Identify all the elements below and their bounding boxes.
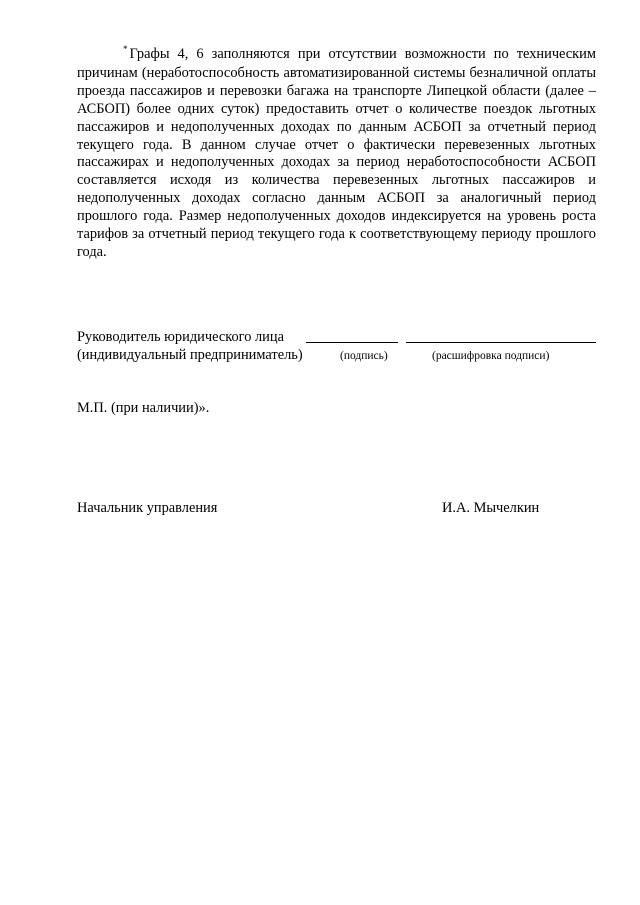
approver-position: Начальник управления bbox=[77, 500, 218, 516]
signature-hint: (подпись) bbox=[340, 350, 388, 362]
footnote-marker: * bbox=[123, 44, 128, 54]
approver-name: И.А. Мычелкин bbox=[442, 500, 540, 516]
signature-role-label: Руководитель юридического лица bbox=[77, 329, 284, 345]
signature-block bbox=[77, 329, 597, 365]
footnote bbox=[77, 46, 596, 262]
stamp-note: М.П. (при наличии)». bbox=[77, 400, 210, 416]
signature-line bbox=[306, 342, 398, 343]
footnote-text: Графы 4, 6 заполняются при отсутствии возможности по техническим причинам (неработоспособность автоматизированной системы безналичной оплаты проезда пассажиров и перевозки багажа на транспорте Липецкой области (далее – АСБОП) более одних суток) предоставить отчет о количестве поездок льготных пассажиров и недополученных доходах по данным АСБОП за отчетный период текущего года. В данном случае отчет о фактически перевезенных льготных пассажирах и недополученных доходах за период неработоспособности АСБОП составляется исходя из количества перевезенных льготных пассажиров и недополученных доходах согласно данным АСБОП за аналогичный период прошлого года. Размер недополученных доходов индексируется на уровень роста тарифов за отчетный период текущего года к соответствующему периоду прошлого года. bbox=[77, 46, 596, 260]
signature-decoding-line bbox=[406, 342, 596, 343]
signature-hints-row bbox=[77, 347, 597, 365]
signature-role-sublabel: (индивидуальный предприниматель) bbox=[77, 347, 303, 363]
signature-row bbox=[77, 329, 597, 347]
decoding-hint: (расшифровка подписи) bbox=[432, 350, 550, 362]
